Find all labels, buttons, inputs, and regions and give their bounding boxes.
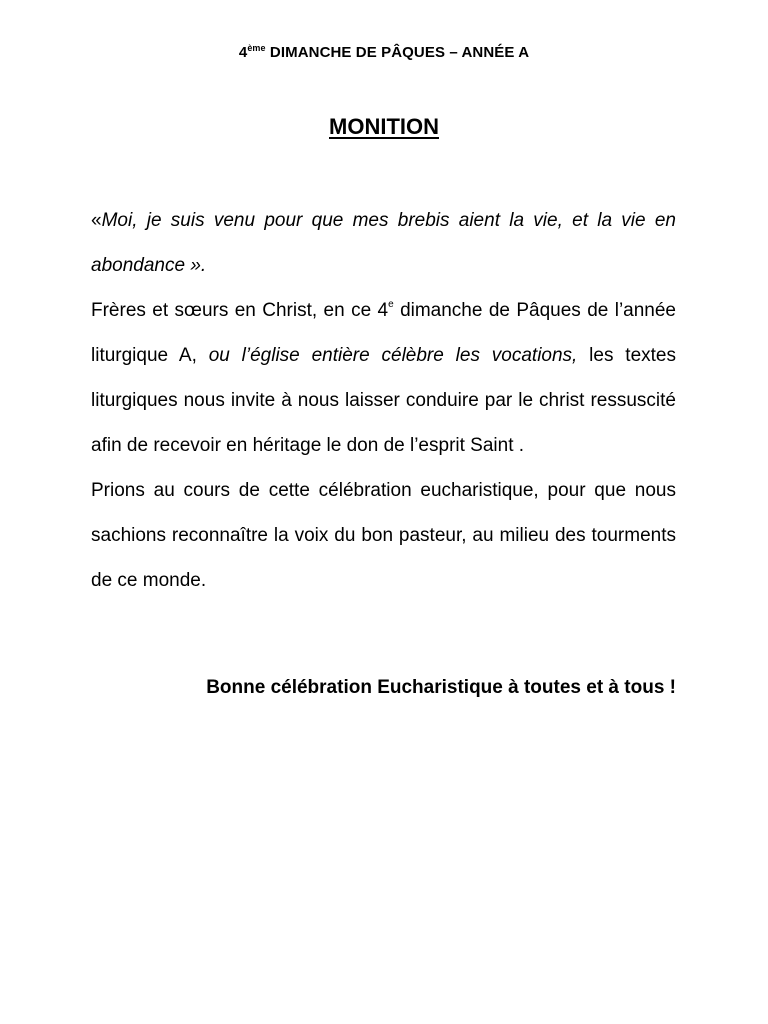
closing-line: Bonne célébration Eucharistique à toutes et à tous ! xyxy=(206,677,676,698)
paragraph-vocations xyxy=(91,288,676,468)
quote-text: Moi, je suis venu pour que mes brebis aient la vie, et la vie en abondance ». xyxy=(91,210,676,276)
quote-open-mark: « xyxy=(91,210,102,231)
paragraph-prayer: Prions au cours de cette célébration eucharistique, pour que nous sachions reconnaître la voix du bon pasteur, au milieu des tourments de ce monde. xyxy=(91,480,676,591)
page-title: MONITION xyxy=(329,114,439,139)
paragraph-1-part-1: Frères et sœurs en Christ, en ce 4 xyxy=(91,300,389,321)
body-text xyxy=(91,198,676,603)
paragraph-1-part-3: les textes liturgiques nous invite à nous laisser conduire par le christ ressuscité afin de recevoir en héritage le don de l’esprit Saint . xyxy=(91,345,676,456)
header-text: DIMANCHE DE PÂQUES – ANNÉE A xyxy=(265,44,530,61)
header-number: 4 xyxy=(238,44,248,61)
page-header xyxy=(0,44,768,61)
paragraph-1-italic: ou l’église entière célèbre les vocations, xyxy=(208,345,578,366)
header-superscript: ème xyxy=(247,43,266,53)
paragraph-1-part-2: dimanche de Pâques de l’année liturgique A, xyxy=(91,300,676,366)
paragraph-1-superscript: e xyxy=(388,299,394,310)
quote-paragraph xyxy=(91,198,676,288)
